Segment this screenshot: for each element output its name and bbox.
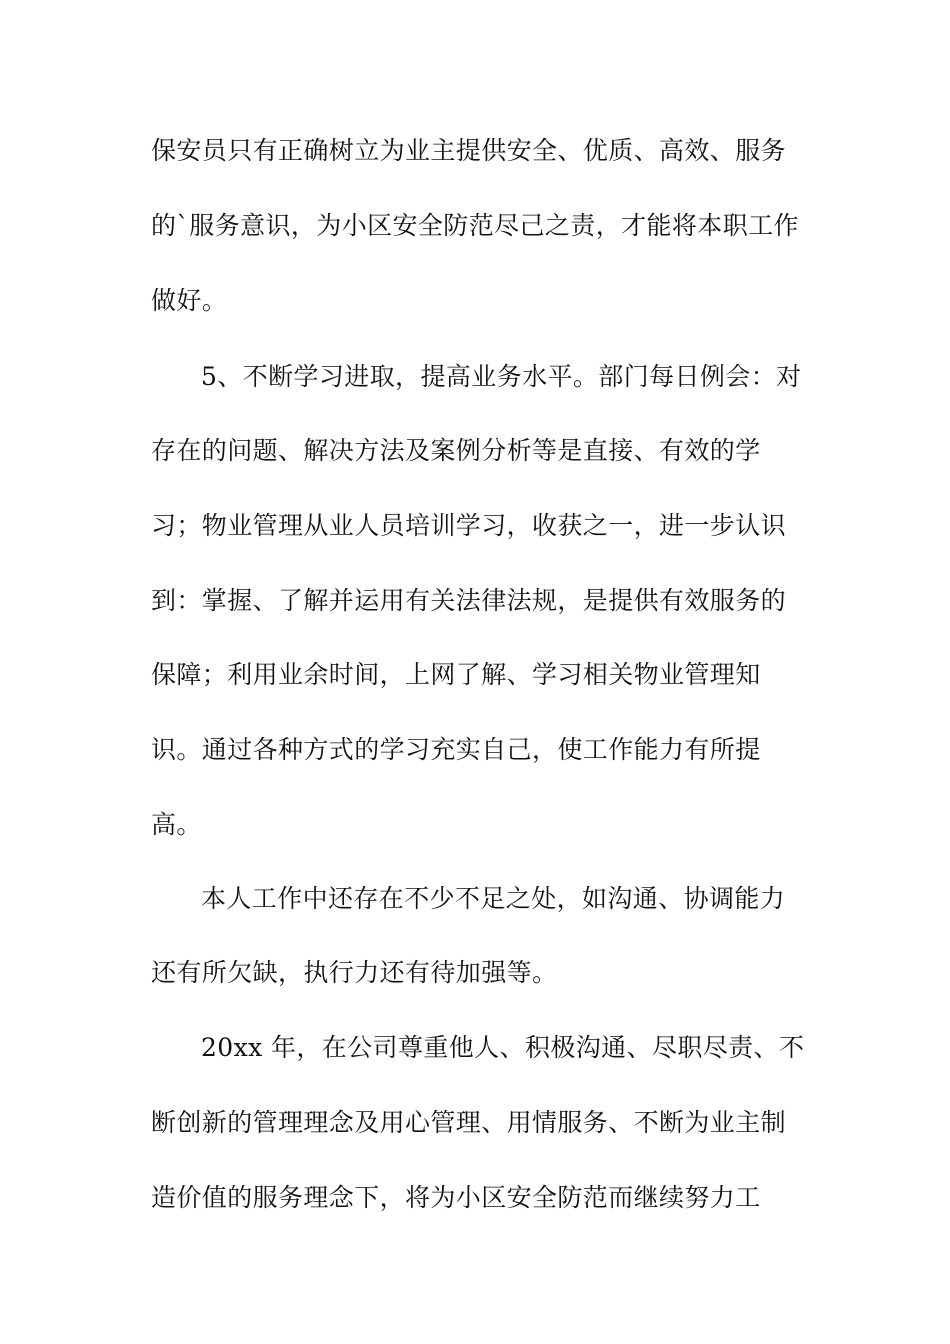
text-line: 5、不断学习进取，提高业务水平。部门每日例会：对 [201,362,802,391]
text-line: 造价值的服务理念下，将为小区安全防范而继续努力工 [151,1183,761,1212]
text-line: 20xx 年，在公司尊重他人、积极沟通、尽职尽责、不 [201,1033,805,1062]
text-line: 高。 [151,810,202,839]
text-line: 习；物业管理从业人员培训学习，收获之一，进一步认识 [151,511,787,540]
text-line: 做好。 [151,286,228,315]
text-line: 还有所欠缺，执行力还有待加强等。 [151,958,558,987]
text-line: 到：掌握、了解并运用有关法律法规，是提供有效服务的 [151,586,787,615]
text-line: 的`服务意识，为小区安全防范尽己之责，才能将本职工作 [151,211,799,240]
text-line: 识。通过各种方式的学习充实自己，使工作能力有所提 [151,735,761,764]
text-line: 保安员只有正确树立为业主提供安全、优质、高效、服务 [151,136,787,165]
text-line: 本人工作中还存在不少不足之处，如沟通、协调能力 [201,884,786,913]
text-line: 存在的问题、解决方法及案例分析等是直接、有效的学 [151,436,761,465]
text-line: 断创新的管理理念及用心管理、用情服务、不断为业主制 [151,1108,787,1137]
text-line: 保障；利用业余时间，上网了解、学习相关物业管理知 [151,660,761,689]
